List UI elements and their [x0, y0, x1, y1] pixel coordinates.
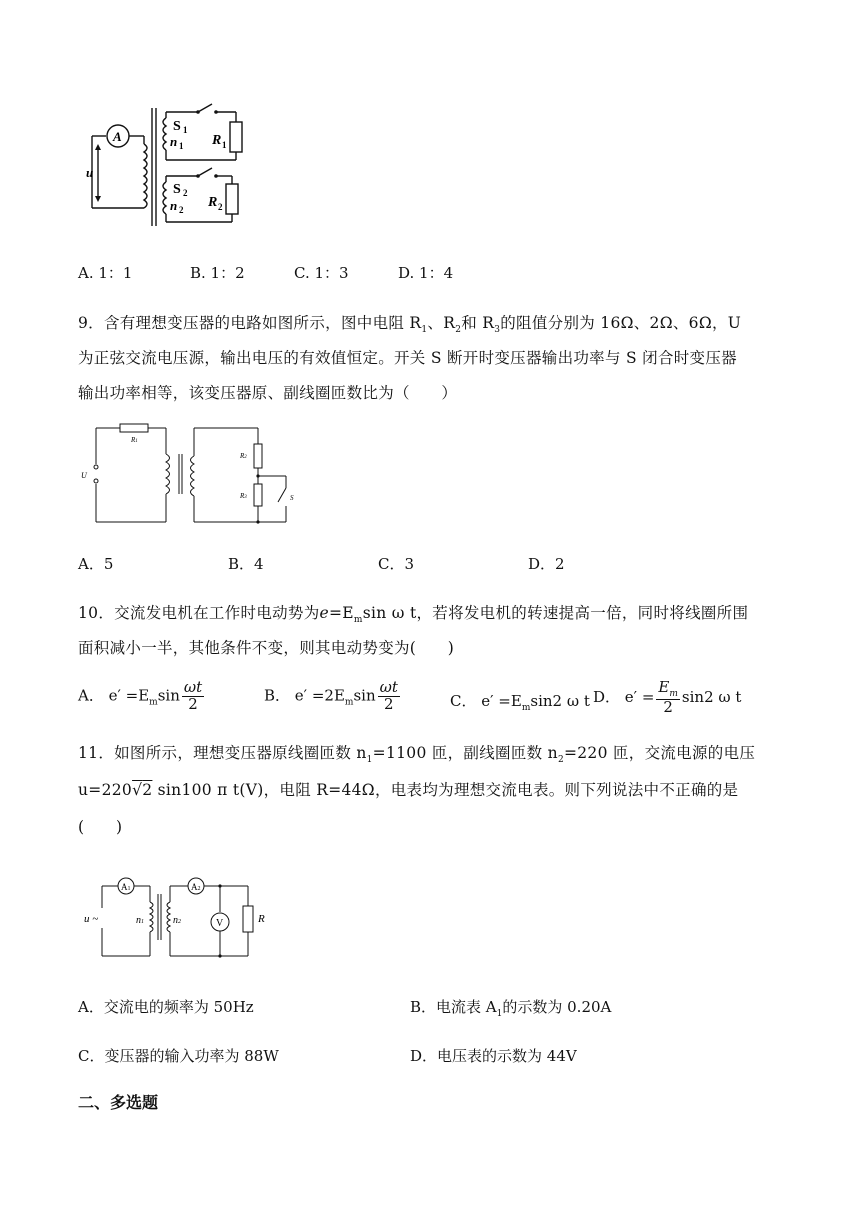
q8-option-c: C. 1：3 [294, 264, 349, 282]
q11-text-line-1: 11．如图所示，理想变压器原线圈匝数 $n_1=1100$ 匝，副线圈匝数 $n_2=220$ 匝，交流电源的电压 [78, 744, 756, 766]
svg-text:1: 1 [179, 141, 184, 151]
q10-option-b: B． $e' =2E_m\sin$ $\frac{\omega t}{2}$ [264, 678, 398, 713]
q10-text-line-2: 面积减小一半，其他条件不变，则其电动势变为( ) [78, 639, 455, 657]
q10-option-a: A． $e' =E_m\sin$ $\frac{\omega t}{2}$ [78, 678, 203, 713]
q9-circuit-diagram [78, 420, 308, 530]
q9-option-d: D．2 [528, 555, 565, 573]
q9-s-label: S [290, 494, 294, 502]
q9-u-label: U [81, 471, 87, 480]
q8-option-d: D. 1：4 [398, 264, 454, 282]
n2-label: n [170, 198, 178, 213]
svg-text:2: 2 [179, 205, 184, 215]
q8-circuit-diagram [78, 100, 278, 230]
q10-option-c: C． $e' =E_m\sin 2$ ω t [450, 692, 590, 713]
svg-text:2: 2 [183, 188, 188, 198]
q11-circuit-diagram [78, 870, 278, 962]
q9-option-c: C．3 [378, 555, 415, 573]
svg-text:2: 2 [218, 202, 223, 212]
q10-option-d: D． e′ = $\frac{E_m}{2}$ sin2 ω t [593, 678, 742, 717]
q11-option-b: B．电流表 $A_1$的示数为 0.20A [410, 998, 612, 1019]
q11-a1-label: A1 [121, 882, 131, 892]
q10-text-line-1: 10．交流发电机在工作时电动势为$e=E_m\sin$ ω t，若将发电机的转速提高一倍，同时将线圈所围 [78, 604, 749, 626]
svg-text:1: 1 [222, 140, 227, 150]
q11-u-label: u ~ [84, 913, 99, 925]
n1-label: n [170, 134, 178, 149]
q9-figure [78, 420, 308, 530]
q9-r2-label: R2 [240, 452, 247, 460]
q8-option-b: B. 1：2 [190, 264, 245, 282]
q9-option-b: B．4 [228, 555, 264, 573]
q9-r1-label: R1 [131, 436, 138, 444]
q9-text-line-2: 为正弦交流电压源，输出电压的有效值恒定。开关 S 断开时变压器输出功率与 S 闭合时变压器 [78, 349, 737, 367]
ammeter-label: A [113, 129, 122, 144]
switch-s2-label: S [173, 182, 181, 197]
r1-label: R [212, 133, 222, 148]
svg-text:1: 1 [183, 125, 188, 135]
q11-n1-label: n1 [136, 915, 144, 926]
q9-r3-label: R3 [240, 492, 247, 500]
section-heading-multi-choice: 二、多选题 [78, 1093, 159, 1112]
q8-option-a: A. 1：1 [78, 264, 133, 282]
q9-option-a: A．5 [78, 555, 114, 573]
q11-n2-label: n2 [173, 915, 181, 926]
q11-option-c: C．变压器的输入功率为 88W [78, 1047, 279, 1065]
q11-figure [78, 870, 278, 962]
q9-text-line-1: 9．含有理想变压器的电路如图所示，图中电阻 $R_1$、$R_2$和 $R_3$的阻值分别为 16Ω、2Ω、6Ω，U [78, 314, 742, 336]
q11-r-label: R [258, 913, 265, 925]
q11-text-line-3: ( ) [78, 818, 123, 836]
q11-option-d: D．电压表的示数为 44V [410, 1047, 577, 1065]
q8-figure [78, 100, 278, 230]
q11-option-a: A．交流电的频率为 50Hz [78, 998, 254, 1016]
q11-text-line-2: u=220√2 sin100 π t(V)，电阻 R=44Ω，电表均为理想交流电表。则下列说法中不正确的是 [78, 781, 739, 799]
q11-a2-label: A2 [191, 882, 201, 892]
q9-text-line-3: 输出功率相等，该变压器原、副线圈匝数比为（ ） [78, 384, 458, 402]
switch-s1-label: S [173, 119, 181, 134]
voltage-label-u: u [86, 165, 94, 180]
r2-label: R [208, 195, 218, 210]
q11-v-label: V [216, 918, 224, 929]
